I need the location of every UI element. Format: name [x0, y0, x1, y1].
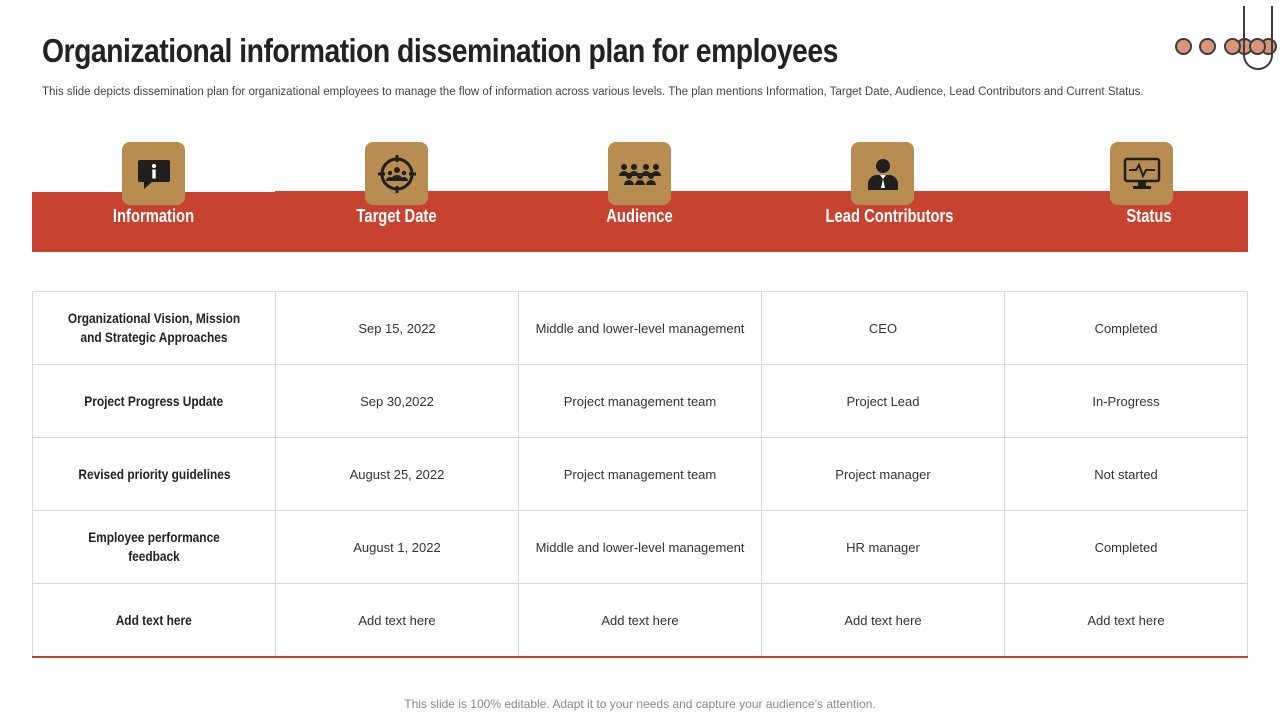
table-cell-lead-contributors: CEO — [762, 292, 1005, 365]
table-cell-target-date: Sep 15, 2022 — [276, 292, 519, 365]
table-cell-lead-contributors: Project manager — [762, 438, 1005, 511]
column-label: Audience — [606, 206, 673, 226]
table-cell-audience: Add text here — [519, 584, 762, 657]
cell-text: Revised priority guidelines — [77, 465, 231, 482]
cell-text: Add text here — [115, 611, 193, 628]
column-label: Information — [112, 206, 195, 226]
table-row — [33, 438, 1248, 511]
table-cell-status: In-Progress — [1005, 365, 1248, 438]
dot-icon — [1199, 38, 1216, 55]
table-cell-audience: Project management team — [519, 438, 762, 511]
dot-icon — [1175, 38, 1192, 55]
cell-text: Employee performance feedback — [88, 529, 220, 565]
table-cell-information — [33, 292, 276, 365]
table-cell-audience: Project management team — [519, 365, 762, 438]
column-header-target-date — [275, 142, 518, 252]
slide-subtitle: This slide depicts dissemination plan for organizational employees to manage the flow of information across various levels. The plan mentions Information, Target Date, Audience, Lead Contributors and Current Status. — [42, 86, 1144, 98]
table-cell-status: Not started — [1005, 438, 1248, 511]
cell-text: Project Progress Update — [84, 392, 224, 409]
table-cell-target-date: August 25, 2022 — [276, 438, 519, 511]
table-cell-target-date: August 1, 2022 — [276, 511, 519, 584]
slide-title: Organizational information dissemination plan for employees — [42, 32, 838, 69]
column-label: Status — [1126, 206, 1172, 226]
table-cell-information — [33, 438, 276, 511]
table-cell-lead-contributors: HR manager — [762, 511, 1005, 584]
table-cell-audience: Middle and lower-level management — [519, 292, 762, 365]
table-cell-status: Completed — [1005, 292, 1248, 365]
dot-icon — [1224, 38, 1241, 55]
table-cell-status: Completed — [1005, 511, 1248, 584]
speech-bubble-info-icon — [122, 142, 185, 205]
table-cell-information — [33, 365, 276, 438]
table-cell-target-date: Add text here — [276, 584, 519, 657]
decorative-pill — [1243, 6, 1273, 70]
target-crowd-icon — [365, 142, 428, 205]
dissemination-table — [32, 291, 1248, 658]
monitor-pulse-icon — [1110, 142, 1173, 205]
table-cell-information — [33, 511, 276, 584]
table-cell-lead-contributors: Project Lead — [762, 365, 1005, 438]
table-cell-information — [33, 584, 276, 657]
table-cell-target-date: Sep 30,2022 — [276, 365, 519, 438]
column-header-lead-contributors — [761, 142, 1018, 252]
table-cell-status: Add text here — [1005, 584, 1248, 657]
table-row — [33, 365, 1248, 438]
table-cell-audience: Middle and lower-level management — [519, 511, 762, 584]
footer-note: This slide is 100% editable. Adapt it to your needs and capture your audience’s attention. — [404, 697, 876, 711]
column-header-information — [32, 142, 275, 252]
cell-text: Organizational Vision, Mission and Strategic Approaches — [67, 310, 241, 346]
businessman-icon — [851, 142, 914, 205]
column-header-status — [1018, 142, 1280, 252]
column-header-audience — [518, 142, 761, 252]
column-label: Target Date — [356, 206, 437, 226]
table-row — [33, 584, 1248, 657]
table-cell-lead-contributors: Add text here — [762, 584, 1005, 657]
table-row — [33, 292, 1248, 365]
column-label: Lead Contributors — [825, 206, 954, 226]
table-row — [33, 511, 1248, 584]
audience-group-icon — [608, 142, 671, 205]
